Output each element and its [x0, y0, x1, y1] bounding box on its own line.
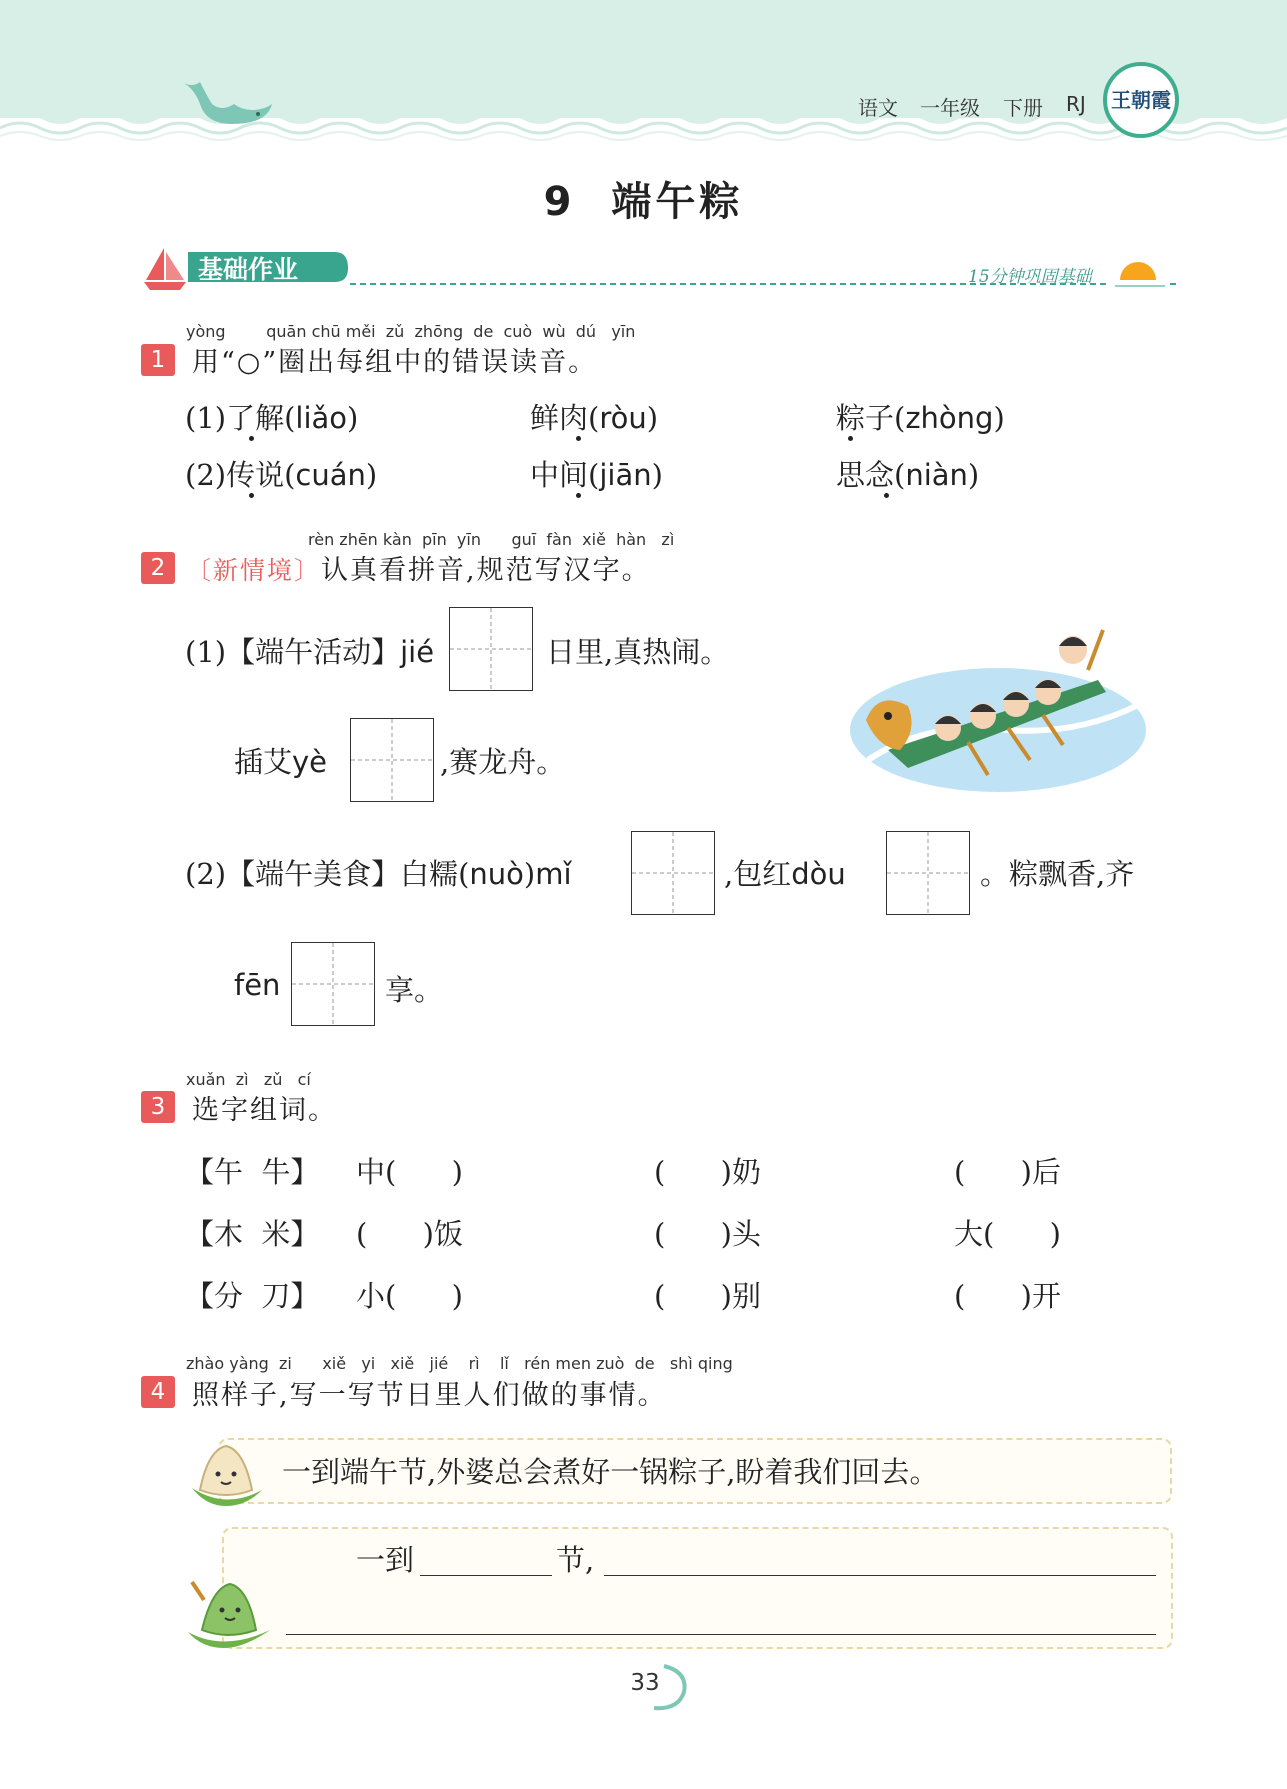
example-sentence: 一到端午节,外婆总会煮好一锅粽子,盼着我们回去。 [282, 1455, 939, 1489]
dot-mark [576, 436, 581, 441]
q3-blank[interactable]: ( )后 [954, 1155, 1061, 1189]
q3-blank[interactable]: ( )奶 [654, 1155, 761, 1189]
q2-line2: 插艾yè [234, 745, 328, 779]
whale-icon [172, 74, 282, 134]
q3-choices: 【木 米】 [185, 1217, 320, 1251]
q3-choices: 【午 牛】 [185, 1155, 320, 1189]
dot-mark [884, 493, 889, 498]
q1-number: 1 [141, 344, 175, 376]
q1-item: 思念(niàn) [836, 458, 980, 492]
q2-pinyin: rèn zhēn kàn pīn yīn guī fàn xiě hàn zì [308, 530, 675, 549]
q1-item: (1)了解(liǎo) [185, 401, 359, 435]
zongzi-icon [186, 1440, 266, 1508]
q2-line3-post: 。粽飘香,齐 [980, 857, 1135, 891]
q1-item: 鲜肉(ròu) [530, 401, 659, 435]
q3-blank[interactable]: ( )头 [654, 1217, 761, 1251]
q2-line1: (1)【端午活动】jié [185, 635, 435, 669]
header-grade: 一年级 [920, 96, 980, 120]
logo-text: 王朝霞 [1111, 88, 1171, 112]
q3-blank[interactable]: 小( ) [356, 1279, 463, 1313]
writing-box[interactable] [350, 718, 434, 802]
answer-line[interactable] [286, 1634, 1156, 1635]
q2-tag: 〔新情境〕 [186, 556, 322, 585]
header-edition: RJ [1066, 92, 1086, 116]
q1-item: 粽子(zhòng) [836, 401, 1005, 435]
dragon-boat-illustration [848, 610, 1148, 800]
dot-mark [576, 493, 581, 498]
header-volume: 下册 [1003, 96, 1043, 120]
q1-item: 中间(jiān) [530, 458, 663, 492]
page-number: 33 [630, 1670, 660, 1696]
logo-seal-icon [1103, 62, 1179, 138]
dot-mark [249, 436, 254, 441]
dot-mark [249, 493, 254, 498]
write-prefix: 一到 [356, 1543, 415, 1577]
q2-line2-post: ,赛龙舟。 [440, 745, 566, 779]
q2-number: 2 [141, 552, 175, 584]
q2-line1-post: 日里,真热闹。 [546, 635, 730, 669]
section-subtitle: 15分钟巩固基础 [968, 267, 1092, 287]
q4-pinyin: zhào yàng zi xiě yi xiě jié rì lǐ rén men zuò de shì qing [186, 1354, 733, 1373]
q3-text: 选字组词。 [192, 1095, 337, 1126]
answer-line[interactable] [604, 1575, 1156, 1576]
q1-pinyin: yòng quān chū měi zǔ zhōng de cuò wù dú yīn [186, 322, 636, 341]
q4-number: 4 [141, 1376, 175, 1408]
section-label: 基础作业 [198, 255, 299, 284]
q2-text: 〔新情境〕认真看拼音,规范写汉字。 [186, 555, 651, 586]
q2-line4-post: 享。 [385, 973, 444, 1007]
header-subject: 语文 [858, 96, 898, 120]
writing-box[interactable] [291, 942, 375, 1026]
q3-blank[interactable]: 大( ) [954, 1217, 1061, 1251]
q3-number: 3 [141, 1091, 175, 1123]
q2-line3-mid: ,包红dòu [724, 857, 846, 891]
zongzi-icon [184, 1572, 274, 1648]
q3-blank[interactable]: ( )饭 [356, 1217, 463, 1251]
write-mid: 节, [556, 1543, 595, 1577]
q3-blank[interactable]: 中( ) [356, 1155, 463, 1189]
q3-blank[interactable]: ( )别 [654, 1279, 761, 1313]
dot-mark [848, 436, 853, 441]
q4-text: 照样子,写一写节日里人们做的事情。 [192, 1380, 667, 1411]
q2-line4-pinyin: fēn [234, 968, 281, 1002]
lesson-number: 9 [543, 179, 576, 225]
answer-line[interactable] [420, 1575, 552, 1576]
writing-box[interactable] [886, 831, 970, 915]
writing-box[interactable] [631, 831, 715, 915]
q2-line3: (2)【端午美食】白糯(nuò)mǐ [185, 857, 572, 891]
page-title [0, 170, 1287, 227]
q3-pinyin: xuǎn zì zǔ cí [186, 1070, 311, 1089]
q3-choices: 【分 刀】 [185, 1279, 320, 1313]
q3-blank[interactable]: ( )开 [954, 1279, 1061, 1313]
q1-text: 用“○”圈出每组中的错误读音。 [192, 347, 598, 378]
lesson-title: 端午粽 [611, 179, 744, 225]
q1-item: (2)传说(cuán) [185, 458, 378, 492]
writing-box[interactable] [449, 607, 533, 691]
